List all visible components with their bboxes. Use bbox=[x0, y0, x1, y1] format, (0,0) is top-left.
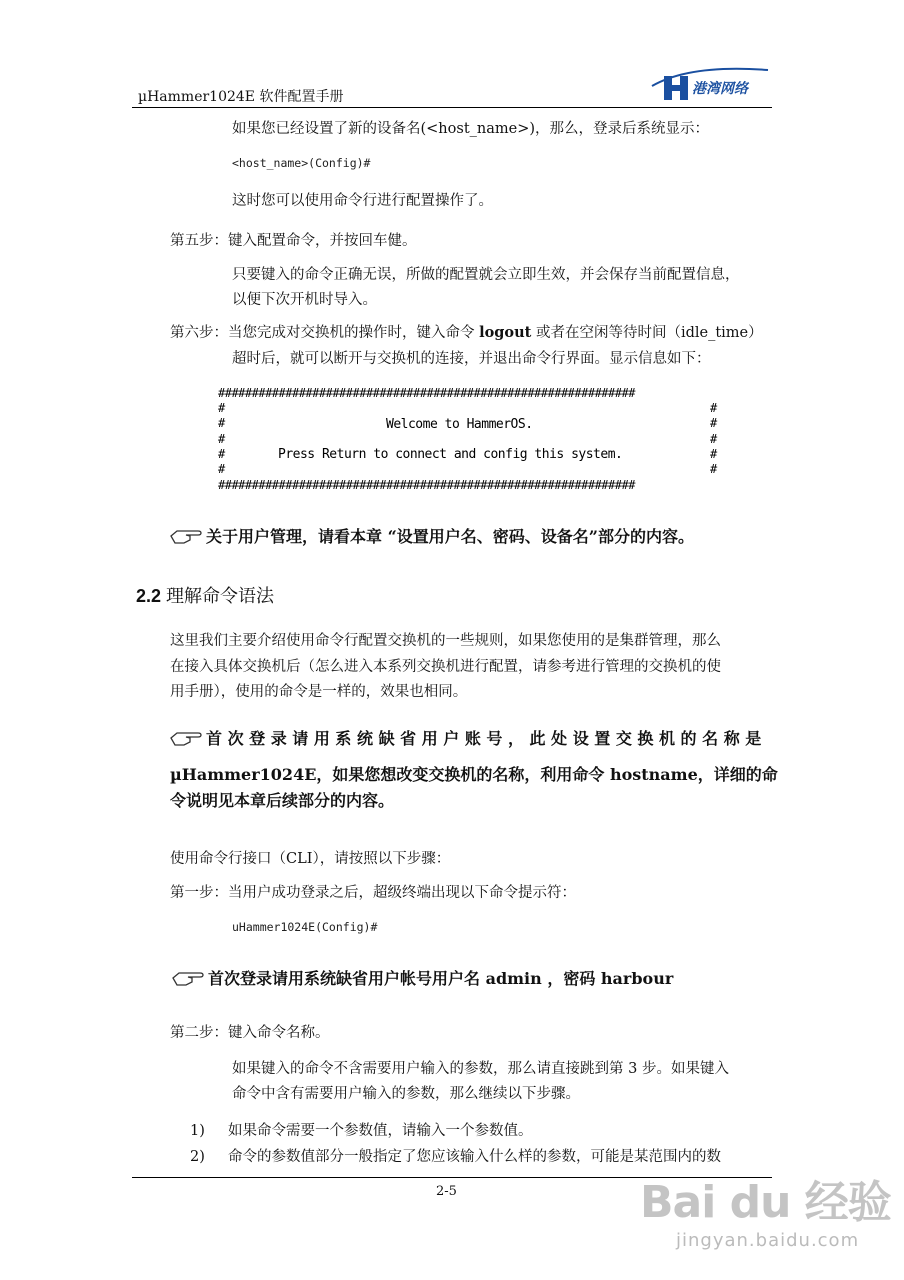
code-line: uHammer1024E(Config)# bbox=[232, 920, 378, 934]
note-user-management bbox=[170, 524, 694, 549]
note-default-account bbox=[170, 726, 761, 751]
step-5: 第五步：键入配置命令，并按回车健。 bbox=[170, 233, 417, 249]
text-line: 在接入具体交换机后（怎么进入本系列交换机进行配置，请参考进行管理的交换机的使 bbox=[170, 659, 721, 675]
pointing-hand-icon bbox=[172, 969, 204, 991]
note-text: 关于用户管理，请看本章 “设置用户名、密码、设备名”部分的内容。 bbox=[206, 527, 694, 546]
text-line: 命令中含有需要用户输入的参数，那么继续以下步骤。 bbox=[232, 1086, 580, 1102]
terminal-border: ############################################################## bbox=[218, 478, 635, 492]
note-text: 首 次 登 录 请 用 系 统 缺 省 用 户 账 号 ， 此 处 设 置 交 换 机 的 名 称 是 bbox=[206, 729, 762, 748]
terminal-edge: # bbox=[710, 401, 717, 415]
page-number: 2-5 bbox=[436, 1184, 457, 1199]
terminal-edge: # bbox=[710, 447, 717, 461]
note-text: µHammer1024E，如果您想改变交换机的名称，利用命令 hostname，详细的命 bbox=[170, 765, 778, 784]
text-line: 以便下次开机时导入。 bbox=[232, 292, 377, 308]
list-number: 2) bbox=[190, 1149, 205, 1165]
watermark-brand: Bai du 经验 bbox=[640, 1177, 891, 1228]
note-text: 令说明见本章后续部分的内容。 bbox=[170, 791, 395, 810]
note-login bbox=[172, 966, 673, 991]
terminal-edge: # bbox=[710, 416, 717, 430]
terminal-edge: # bbox=[710, 462, 717, 476]
step-6 bbox=[170, 320, 763, 346]
pointing-hand-icon bbox=[170, 527, 202, 549]
section-title: 理解命令语法 bbox=[161, 586, 275, 606]
note-text: 首次登录请用系统缺省用户帐号用户名 admin ，密码 harbour bbox=[208, 969, 674, 988]
list-number: 1) bbox=[190, 1123, 205, 1139]
text-line: 用手册），使用的命令是一样的，效果也相同。 bbox=[170, 684, 468, 700]
list-item: 如果命令需要一个参数值，请输入一个参数值。 bbox=[228, 1123, 533, 1139]
logout-command: logout bbox=[479, 324, 532, 341]
terminal-edge: # bbox=[218, 401, 225, 415]
pointing-hand-icon bbox=[170, 729, 202, 751]
terminal-edge: # bbox=[218, 432, 225, 446]
terminal-welcome: Welcome to HammerOS. bbox=[386, 417, 533, 432]
text-line: 这时您可以使用命令行进行配置操作了。 bbox=[232, 193, 493, 209]
terminal-press-return: Press Return to connect and config this system. bbox=[278, 447, 623, 462]
text-line: 超时后，就可以断开与交换机的连接，并退出命令行界面。显示信息如下： bbox=[232, 351, 711, 367]
code-line: <host_name>(Config)# bbox=[232, 156, 371, 170]
header-rule bbox=[132, 107, 772, 108]
terminal-edge: # bbox=[218, 416, 225, 430]
terminal-edge: # bbox=[218, 462, 225, 476]
terminal-edge: # bbox=[710, 432, 717, 446]
text-line: 使用命令行接口（CLI），请按照以下步骤： bbox=[170, 851, 451, 867]
step-6-text-tail: 或者在空闲等待时间（idle_time） bbox=[531, 325, 763, 341]
text-line: 如果您已经设置了新的设备名(<host_name>)，那么，登录后系统显示： bbox=[232, 121, 710, 137]
terminal-screenshot bbox=[216, 386, 724, 492]
text-line: 这里我们主要介绍使用命令行配置交换机的一些规则，如果您使用的是集群管理，那么 bbox=[170, 633, 721, 649]
step-2: 第二步：键入命令名称。 bbox=[170, 1025, 330, 1041]
watermark-url: jingyan.baidu.com bbox=[676, 1230, 860, 1251]
terminal-edge: # bbox=[218, 447, 225, 461]
step-1: 第一步：当用户成功登录之后，超级终端出现以下命令提示符： bbox=[170, 885, 576, 901]
terminal-border: ############################################################## bbox=[218, 386, 635, 400]
text-line: 只要键入的命令正确无误，所做的配置就会立即生效，并会保存当前配置信息， bbox=[232, 267, 740, 283]
logo-text: 港湾网络 bbox=[692, 81, 748, 97]
section-heading bbox=[136, 582, 274, 608]
section-number: 2.2 bbox=[136, 586, 162, 606]
list-item: 命令的参数值部分一般指定了您应该输入什么样的参数，可能是某范围内的数 bbox=[228, 1149, 721, 1165]
header-title: µHammer1024E 软件配置手册 bbox=[138, 89, 344, 105]
step-6-text: 第六步：当您完成对交换机的操作时，键入命令 bbox=[170, 325, 480, 341]
company-logo bbox=[650, 64, 774, 104]
text-line: 如果键入的命令不含需要用户输入的参数，那么请直接跳到第 3 步。如果键入 bbox=[232, 1061, 729, 1077]
